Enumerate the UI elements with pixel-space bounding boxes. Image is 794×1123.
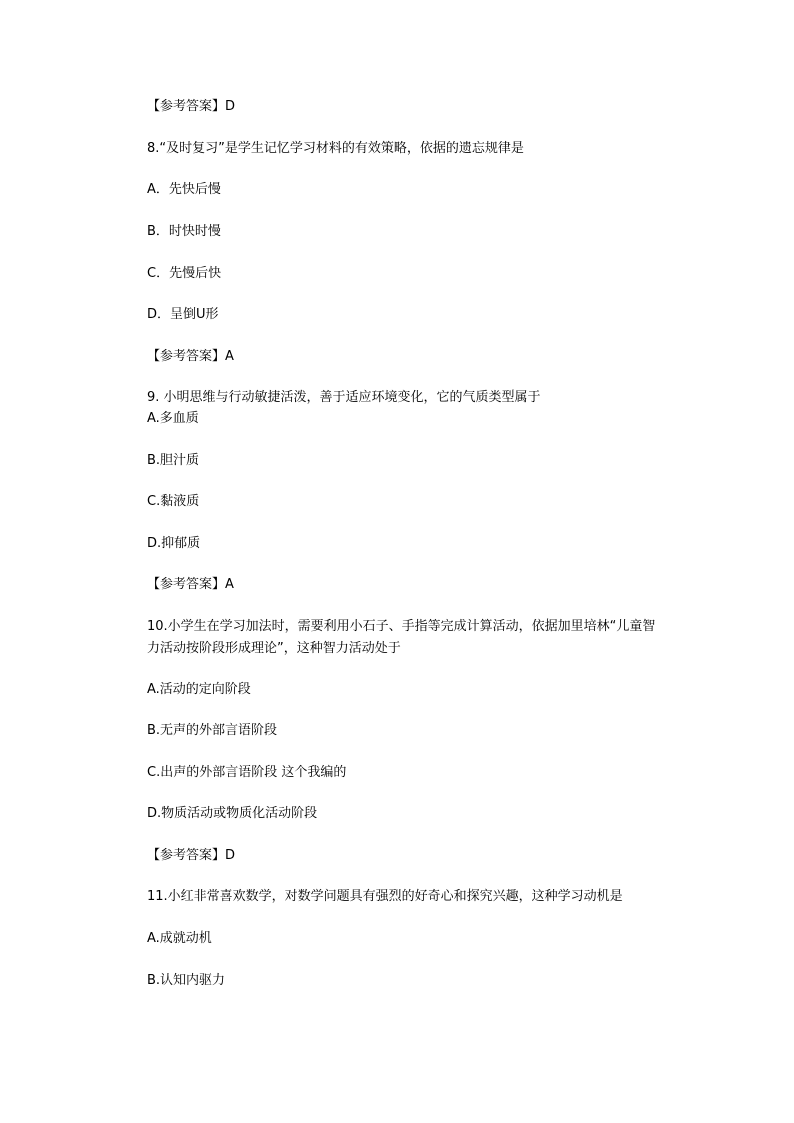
question-11: 11.小红非常喜欢数学，对数学问题具有强烈的好奇心和探究兴趣，这种学习动机是 — [147, 889, 623, 904]
q9-option-a: A.多血质 — [147, 411, 199, 426]
q8-option-b: B．时快时慢 — [147, 224, 221, 239]
q9-option-c: C.黏液质 — [147, 494, 200, 509]
question-9: 9. 小明思维与行动敏捷活泼，善于适应环境变化，它的气质类型属于 — [147, 390, 541, 405]
q10-option-b: B.无声的外部言语阶段 — [147, 723, 278, 738]
q8-option-c: C．先慢后快 — [147, 266, 222, 281]
q11-option-b: B.认知内驱力 — [147, 973, 226, 988]
q10-option-a: A.活动的定向阶段 — [147, 682, 251, 697]
q11-option-a: A.成就动机 — [147, 931, 212, 946]
answer-9: 【参考答案】A — [147, 577, 234, 592]
q8-option-d: D．呈倒U形 — [147, 307, 219, 322]
question-8: 8.“及时复习”是学生记忆学习材料的有效策略，依据的遗忘规律是 — [147, 141, 524, 156]
q8-option-a: A．先快后慢 — [147, 182, 221, 197]
q9-option-b: B.胆汁质 — [147, 453, 200, 468]
question-10: 10.小学生在学习加法时，需要利用小石子、手指等完成计算活动，依据加里培林“儿童智力活动按阶段形成理论”，这种智力活动处于 — [147, 619, 656, 656]
answer-7: 【参考答案】D — [147, 99, 236, 114]
answer-8: 【参考答案】A — [147, 349, 234, 364]
q10-option-c: C.出声的外部言语阶段 这个我编的 — [147, 765, 347, 780]
answer-10: 【参考答案】D — [147, 848, 236, 863]
q9-option-d: D.抑郁质 — [147, 536, 201, 551]
q10-option-d: D.物质活动或物质化活动阶段 — [147, 806, 318, 821]
